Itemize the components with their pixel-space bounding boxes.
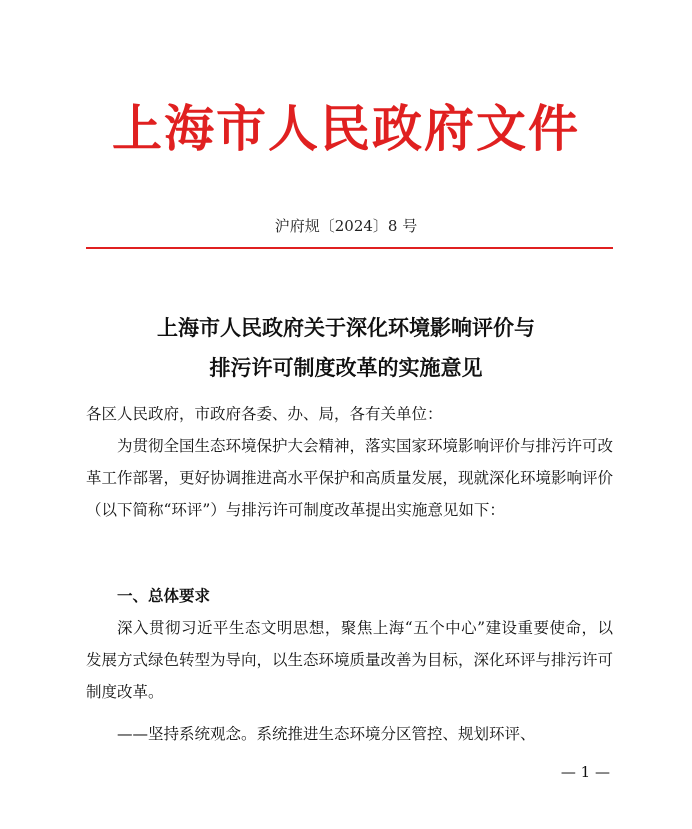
masthead-title: 上海市人民政府文件 — [112, 99, 580, 158]
document-title — [0, 308, 692, 388]
salutation: 各区人民政府，市政府各委、办、局，各有关单位： — [86, 405, 443, 423]
document-title-line-1: 上海市人民政府关于深化环境影响评价与 — [157, 315, 535, 340]
section-1-heading: 一、总体要求 — [117, 587, 211, 605]
principle-1-paragraph: ——坚持系统观念。系统推进生态环境分区管控、规划环评、 — [117, 725, 536, 743]
section-1-paragraph: 深入贯彻习近平生态文明思想，聚焦上海“五个中心”建设重要使命，以发展方式绿色转型为导向，以生态环境质量改善为目标，深化环评与排污许可制度改革。 — [86, 619, 614, 701]
document-number: 沪府规〔2024〕8 号 — [274, 217, 418, 235]
page-number: — 1 — — [560, 763, 610, 781]
red-divider-rule — [86, 247, 613, 249]
document-title-line-2: 排污许可制度改革的实施意见 — [209, 355, 483, 380]
intro-paragraph: 为贯彻全国生态环境保护大会精神，落实国家环境影响评价与排污许可改革工作部署，更好协调推进高水平保护和高质量发展，现就深化环境影响评价（以下简称“环评”）与排污许可制度改革提出实施意见如下： — [86, 437, 614, 519]
